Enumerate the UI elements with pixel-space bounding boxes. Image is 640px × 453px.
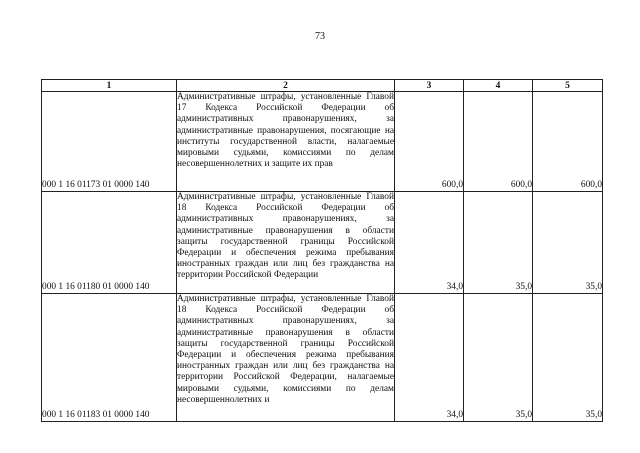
amount-cell-col4: 35,0	[464, 192, 533, 294]
description-cell: Административные штрафы, установленные Главой 18 Кодекса Российской Федерации об административных правонарушениях, за административные правонарушения в области защиты государственной границы Российской Федерации и обеспечения режима пребывания иностранных граждан или лиц без гражданства на территории Российской Федерации	[177, 192, 395, 294]
budget-table	[41, 79, 603, 422]
amount-cell-col4: 35,0	[464, 294, 533, 422]
amount-cell-col5: 35,0	[533, 192, 603, 294]
table-row	[42, 192, 603, 294]
amount-cell-col5: 35,0	[533, 294, 603, 422]
description-cell: Административные штрафы, установленные Главой 18 Кодекса Российской Федерации об административных правонарушениях, за административные правонарушения в области защиты государственной границы Российской Федерации и обеспечения режима пребывания иностранных граждан или лиц без гражданства на территории Российской Федерации, налагаемые мировыми судьями, комиссиями по делам несовершеннолетних и	[177, 294, 395, 422]
column-header-4: 4	[464, 80, 533, 92]
budget-code-cell: 000 1 16 01173 01 0000 140	[42, 92, 177, 192]
amount-cell-col5: 600,0	[533, 92, 603, 192]
table-header-row	[42, 80, 603, 92]
column-header-3: 3	[395, 80, 464, 92]
description-cell: Административные штрафы, установленные Главой 17 Кодекса Российской Федерации об административных правонарушениях, за административные правонарушения, посягающие на институты государственной власти, налагаемые мировыми судьями, комиссиями по делам несовершеннолетних и защите их прав	[177, 92, 395, 192]
column-header-5: 5	[533, 80, 603, 92]
amount-cell-col3: 34,0	[395, 294, 464, 422]
amount-cell-col4: 600,0	[464, 92, 533, 192]
amount-cell-col3: 34,0	[395, 192, 464, 294]
table-row	[42, 92, 603, 192]
budget-code-cell: 000 1 16 01183 01 0000 140	[42, 294, 177, 422]
column-header-1: 1	[42, 80, 177, 92]
amount-cell-col3: 600,0	[395, 92, 464, 192]
budget-code-cell: 000 1 16 01180 01 0000 140	[42, 192, 177, 294]
table-row	[42, 294, 603, 422]
page-number: 73	[315, 31, 325, 42]
column-header-2: 2	[177, 80, 395, 92]
